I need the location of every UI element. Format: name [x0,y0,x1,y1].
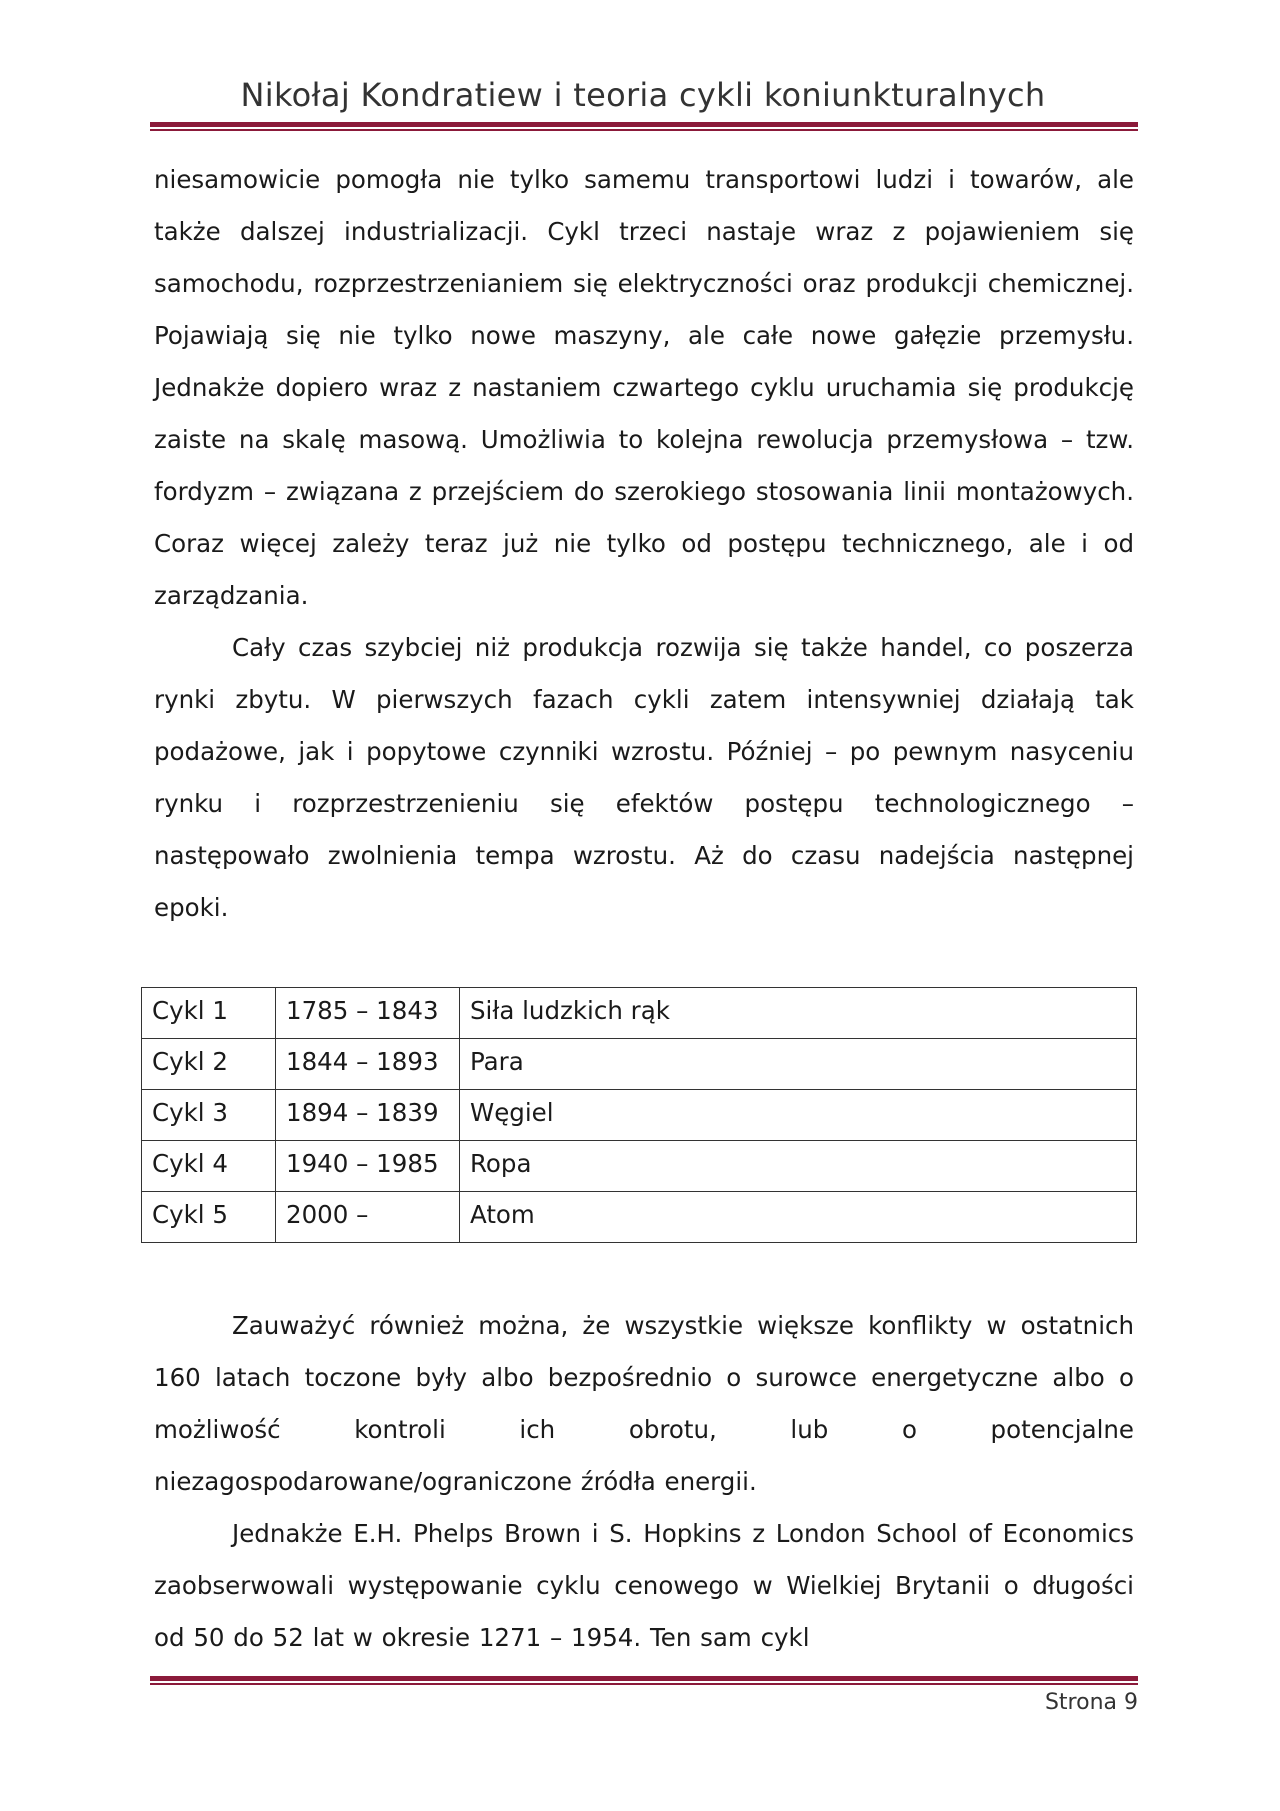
table-cell-cycle: Cykl 4 [142,1141,276,1192]
table-row [142,1141,1137,1192]
paragraph-1: niesamowicie pomogła nie tylko samemu transportowi ludzi i towarów, ale także dalszej industrializacji. Cykl trzeci nastaje wraz z pojawieniem się samochodu, rozprzestrzenianiem się elektryczności oraz produkcji chemicznej. Pojawiają się nie tylko nowe maszyny, ale całe nowe gałęzie przemysłu. Jednakże dopiero wraz z nastaniem czwartego cyklu uruchamia się produkcję zaiste na skalę masową. Umożliwia to kolejna rewolucja przemysłowa – tzw. fordyzm – związana z przejściem do szerokiego stosowania linii montażowych. Coraz więcej zależy teraz już nie tylko od postępu technicznego, ale i od zarządzania. [154,165,1134,610]
table-row [142,1039,1137,1090]
paragraph-4: Jednakże E.H. Phelps Brown i S. Hopkins z London School of Economics zaobserwowali występowanie cyklu cenowego w Wielkiej Brytanii o długości od 50 do 52 lat w okresie 1271 – 1954. Ten sam cykl [154,1519,1134,1652]
paragraph-3: Zauważyć również można, że wszystkie większe konflikty w ostatnich 160 latach toczone były albo bezpośrednio o surowce energetyczne albo o możliwość kontroli ich obrotu, lub o potencjalne niezagospodarowane/ograniczone źródła energii. [154,1311,1134,1496]
table-row [142,988,1137,1039]
table-cell-energy: Siła ludzkich rąk [460,988,1137,1039]
page-header-title: Nikołaj Kondratiew i teoria cykli koniunkturalnych [240,76,1046,114]
table-cell-cycle: Cykl 5 [142,1192,276,1243]
table-cell-years: 1894 – 1839 [276,1090,460,1141]
page-number: Strona 9 [1044,1690,1138,1715]
table-cell-energy: Atom [460,1192,1137,1243]
paragraph-2: Cały czas szybciej niż produkcja rozwija się także handel, co poszerza rynki zbytu. W pierwszych fazach cykli zatem intensywniej działają tak podażowe, jak i popytowe czynniki wzrostu. Później – po pewnym nasyceniu rynku i rozprzestrzenieniu się efektów postępu technologicznego – następowało zwolnienia tempa wzrostu. Aż do czasu nadejścia następnej epoki. [154,633,1134,922]
table-cell-cycle: Cykl 2 [142,1039,276,1090]
footer-divider [150,1676,1138,1685]
footer-divider-thin [150,1683,1138,1685]
table-cell-years: 1940 – 1985 [276,1141,460,1192]
header-divider [150,122,1138,131]
table-row [142,1192,1137,1243]
table-cell-cycle: Cykl 1 [142,988,276,1039]
cycles-table [141,987,1137,1243]
table-cell-energy: Ropa [460,1141,1137,1192]
table-cell-years: 1785 – 1843 [276,988,460,1039]
table-row [142,1090,1137,1141]
table-cell-energy: Para [460,1039,1137,1090]
table-cell-years: 1844 – 1893 [276,1039,460,1090]
table-cell-energy: Węgiel [460,1090,1137,1141]
header-divider-thin [150,129,1138,131]
table-cell-years: 2000 – [276,1192,460,1243]
table-cell-cycle: Cykl 3 [142,1090,276,1141]
